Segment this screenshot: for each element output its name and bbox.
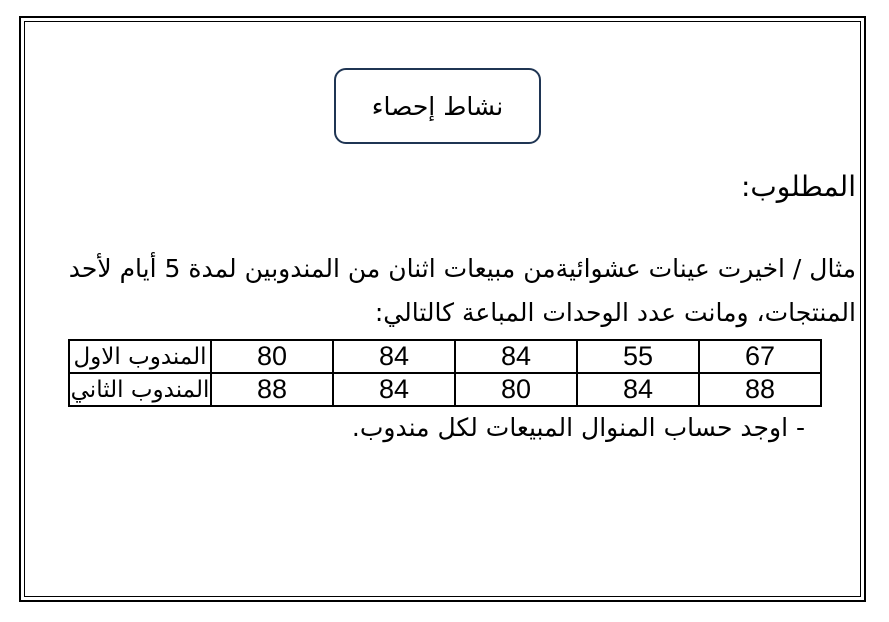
problem-line-1: مثال / اخيرت عينات عشوائيةمن مبيعات اثنان من المندوبين لمدة 5 أيام لأحد	[68, 254, 856, 283]
table-row-rep1	[69, 340, 821, 373]
value-cell: 55	[577, 340, 699, 373]
activity-title: نشاط إحصاء	[371, 91, 504, 121]
value-cell: 84	[455, 340, 577, 373]
value-cell: 88	[699, 373, 821, 406]
row-label-cell: المندوب الاول	[69, 340, 211, 373]
problem-line-2: المنتجات، ومانت عدد الوحدات المباعة كالتالي:	[374, 298, 856, 327]
sales-table	[68, 339, 822, 407]
value-cell: 84	[333, 340, 455, 373]
task-instruction: - اوجد حساب المنوال المبيعات لكل مندوب.	[351, 413, 805, 442]
table-row-rep2	[69, 373, 821, 406]
required-label: المطلوب:	[741, 170, 856, 203]
value-cell: 67	[699, 340, 821, 373]
value-cell: 88	[211, 373, 333, 406]
value-cell: 84	[577, 373, 699, 406]
value-cell: 84	[333, 373, 455, 406]
value-cell: 80	[455, 373, 577, 406]
problem-statement	[60, 247, 856, 335]
row-label-cell: المندوب الثاني	[69, 373, 211, 406]
value-cell: 80	[211, 340, 333, 373]
activity-title-box	[334, 68, 541, 144]
